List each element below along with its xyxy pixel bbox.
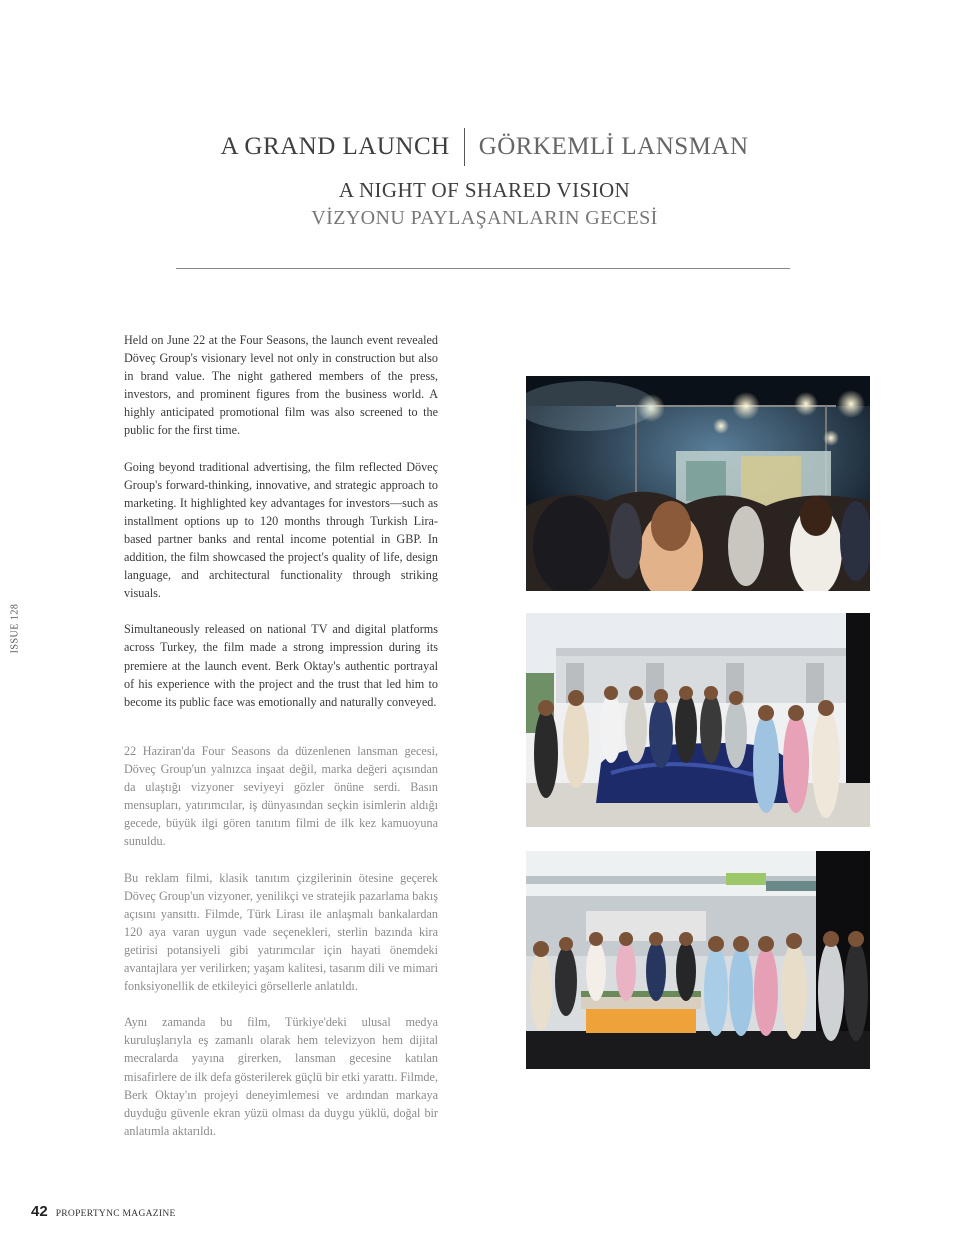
page-number: 42 bbox=[31, 1203, 48, 1220]
paragraph: Held on June 22 at the Four Seasons, the launch event revealed Döveç Group's visionary level not only in construction but also in brand value. The night gathered members of the press, investors, and prominent figures from the business world. A highly anticipated promotional film was also screened to the public for the first time. bbox=[124, 333, 438, 438]
paragraph: Aynı zamanda bu film, Türkiye'deki ulusal medya kuruluşlarıyla eş zamanlı olarak hem televizyon hem dijital mecralarda yayına girerken, lansman gecesine katılan misafirlere de ilk defa gösterilerek güçlü bir etki yarattı. Filmde, Berk Oktay'ın projeyi deneyimlemesi ve ardından markaya duyduğu güvenle ekran yüzü olması da duygu yüklü, doğal bir anlatımla aktarıldı. bbox=[124, 1015, 438, 1138]
article-turkish bbox=[124, 742, 438, 1158]
event-photo-unveiling bbox=[526, 613, 870, 827]
title-divider bbox=[464, 128, 465, 166]
subtitle-english: A NIGHT OF SHARED VISION bbox=[338, 178, 631, 202]
subtitle-turkish: VİZYONU PAYLAŞANLARIN GECESİ bbox=[311, 207, 658, 229]
event-photo-stage bbox=[526, 376, 870, 591]
title-turkish: GÖRKEMLİ LANSMAN bbox=[478, 133, 749, 160]
paragraph: 22 Haziran'da Four Seasons da düzenlenen lansman gecesi, Döveç Group'un yalnızca inşaat değil, marka değeri açısından da ulaştığı vizyoner seviyeyi gözler önüne serdi. Basın mensupları, yatırımcılar, iş dünyasından seçkin isimlerin aldığı gecede, büyük ilgi gören tanıtım filmi de ilk kez kamuoyuna sunuldu. bbox=[124, 744, 438, 849]
paragraph: Going beyond traditional advertising, the film reflected Döveç Group's forward-thinking, innovative, and strategic approach to marketing. It highlighted key advantages for investors—such as installment options up to 120 months through Turkish Lira-based partner banks and rental income potential in GBP. In addition, the film showcased the project's quality of life, design language, and architectural functionality through striking visuals. bbox=[124, 459, 438, 601]
event-photo-model bbox=[526, 851, 870, 1069]
page-title bbox=[0, 128, 969, 166]
title-english: A GRAND LAUNCH bbox=[220, 133, 450, 160]
magazine-name: PROPERTYNC MAGAZINE bbox=[55, 1209, 176, 1219]
article-english bbox=[124, 331, 438, 729]
page-footer bbox=[31, 1203, 176, 1220]
header-divider bbox=[176, 268, 790, 269]
issue-label: ISSUE 128 bbox=[9, 603, 21, 653]
paragraph: Bu reklam filmi, klasik tanıtım çizgilerinin ötesine geçerek Döveç Group'un vizyoner, yenilikçi ve stratejik pazarlama bakış açısını yansıttı. Filmde, Türk Lirası ile anlaşmalı bankalardan 120 aya varan uygun vade seçenekleri, sterlin bazında kira getirisi potansiyeli gibi yatırımcılar için hayati önemdeki avantajlara yer verilirken; yaşam kalitesi, tasarım dili ve mimari fonksiyonellik de etkileyici görsellerle anlatıldı. bbox=[124, 870, 438, 994]
paragraph: Simultaneously released on national TV and digital platforms across Turkey, the film made a strong impression during its premiere at the launch event. Berk Oktay's authentic portrayal of his experience with the project and the trust that led him to become its public face was emotionally and naturally conveyed. bbox=[124, 622, 438, 709]
